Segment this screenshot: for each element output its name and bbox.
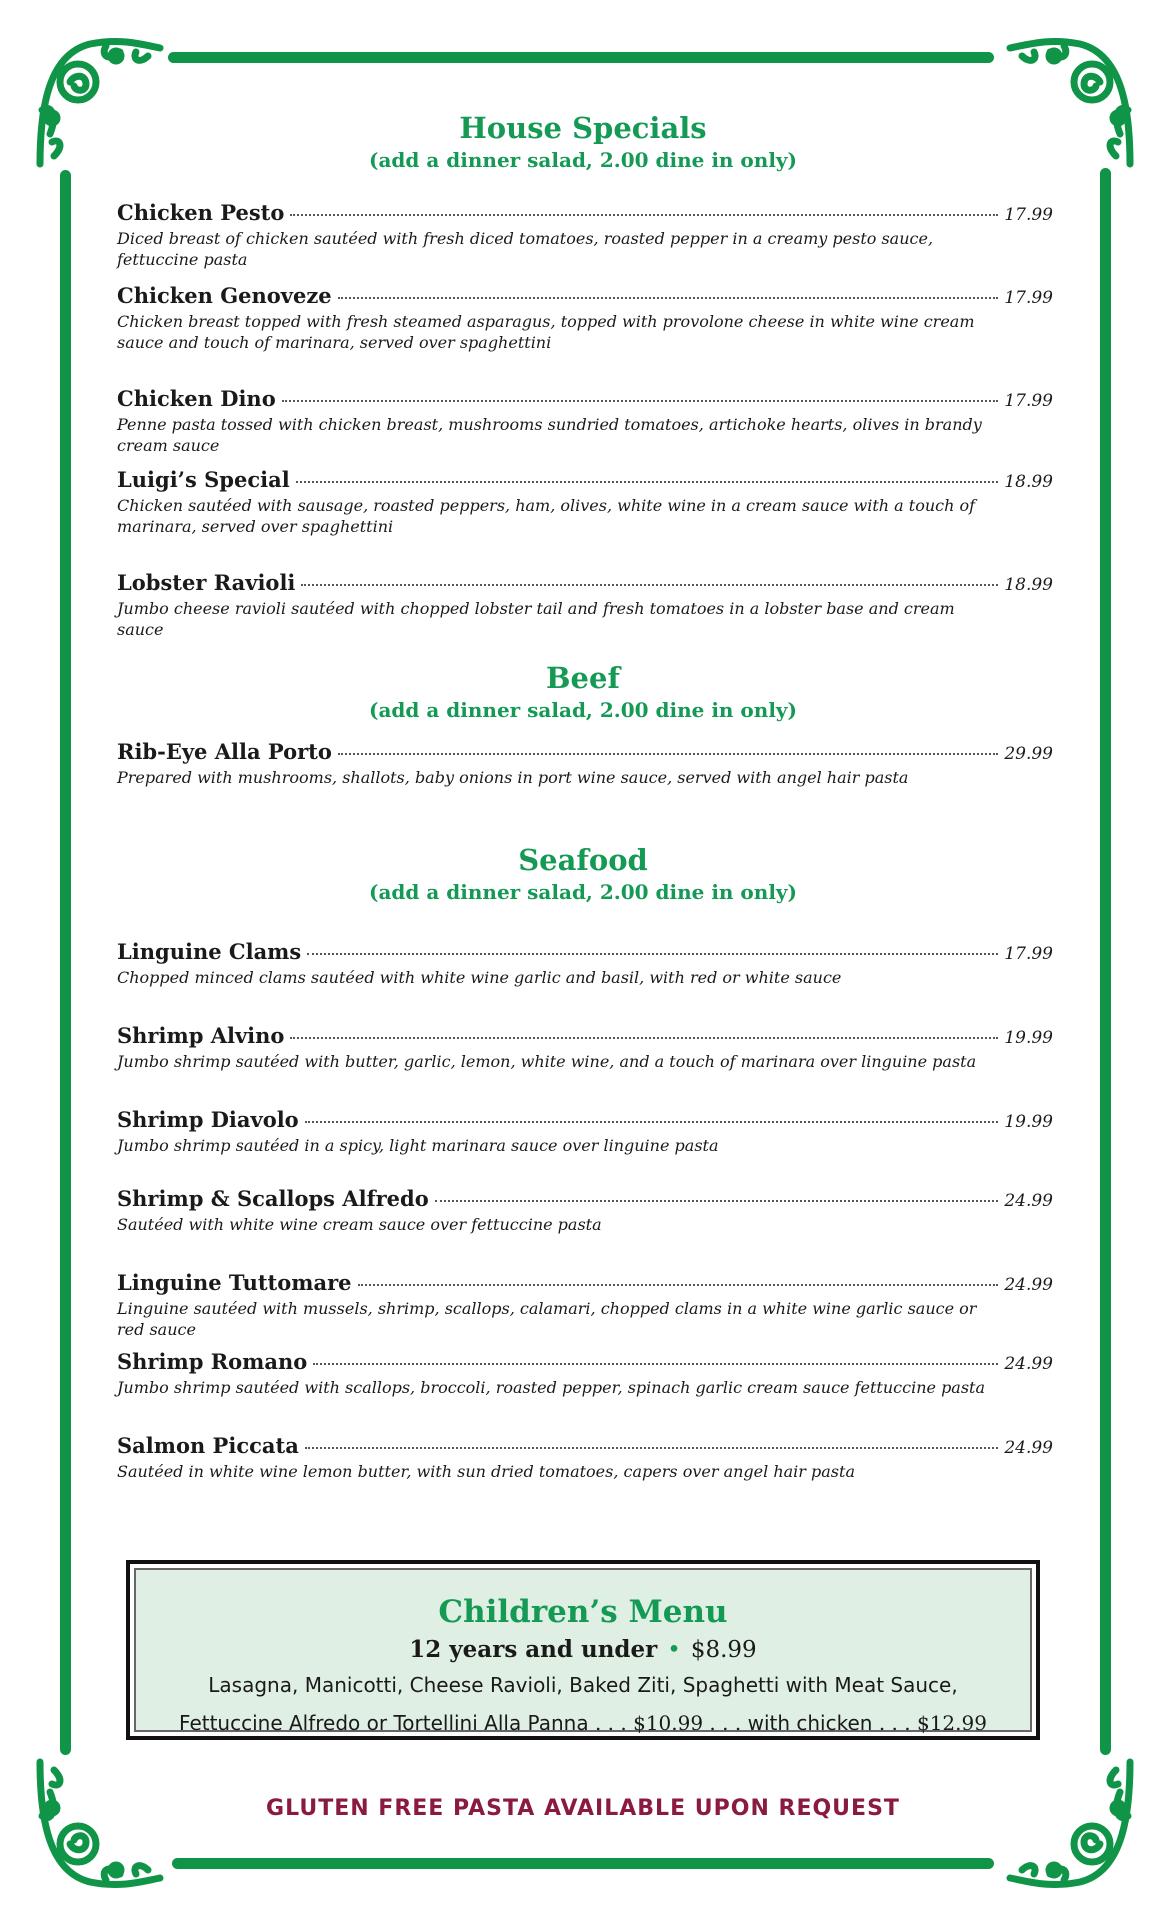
childrens-menu-line-2-text: Fettuccine Alfredo or Tortellini Alla Panna <box>179 1711 589 1735</box>
childrens-menu-line-2 <box>136 1704 1030 1742</box>
item-price: 17.99 <box>1004 205 1053 225</box>
item-name: Linguine Tuttomare <box>117 1270 352 1295</box>
item-price: 17.99 <box>1004 391 1053 411</box>
item-name: Chicken Genoveze <box>117 283 332 308</box>
dot-leader <box>296 481 999 483</box>
item-description: Chicken sautéed with sausage, roasted peppers, ham, olives, white wine in a cream sauce with a touch of marinara, served over spaghettini <box>117 496 976 536</box>
item-description: Sautéed with white wine cream sauce over fettuccine pasta <box>117 1215 602 1234</box>
gluten-free-note: GLUTEN FREE PASTA AVAILABLE UPON REQUEST <box>266 1796 900 1821</box>
childrens-menu-age-line <box>136 1634 1030 1666</box>
dot-leader <box>338 753 998 755</box>
menu-item <box>117 739 1053 788</box>
dot-leader <box>338 297 999 299</box>
item-name: Luigi’s Special <box>117 467 290 492</box>
bullet-icon: • <box>667 1637 681 1663</box>
dot-leader <box>305 1447 999 1449</box>
dot-leader <box>290 214 998 216</box>
item-description: Penne pasta tossed with chicken breast, mushrooms sundried tomatoes, artichoke hearts, olives in brandy cream sauce <box>117 415 982 455</box>
item-price: 24.99 <box>1004 1275 1053 1295</box>
section-subtitle: (add a dinner salad, 2.00 dine in only) <box>369 698 797 722</box>
section-subtitle: (add a dinner salad, 2.00 dine in only) <box>369 148 797 172</box>
item-price: 24.99 <box>1004 1438 1053 1458</box>
childrens-menu-line-1: Lasagna, Manicotti, Cheese Ravioli, Baked Ziti, Spaghetti with Meat Sauce, <box>208 1673 958 1697</box>
item-price: 18.99 <box>1004 575 1053 595</box>
frame-right-bar <box>1100 168 1111 1755</box>
frame-left-bar <box>60 170 71 1755</box>
dot-leader <box>307 953 998 955</box>
item-price: 24.99 <box>1004 1191 1053 1211</box>
dot-leader <box>282 400 999 402</box>
menu-item <box>117 200 1053 270</box>
dot-leader <box>301 584 998 586</box>
menu-item <box>117 386 1053 456</box>
item-description: Jumbo shrimp sautéed with scallops, broccoli, roasted pepper, spinach garlic cream sauce fettuccine pasta <box>117 1378 986 1397</box>
menu-item <box>117 1433 1053 1482</box>
dot-leader <box>313 1363 998 1365</box>
frame-bottom-bar <box>172 1858 994 1869</box>
item-name: Lobster Ravioli <box>117 570 296 595</box>
menu-item <box>117 1107 1053 1156</box>
childrens-menu-title: Children’s Menu <box>438 1594 728 1630</box>
item-name: Shrimp Diavolo <box>117 1107 299 1132</box>
item-price: 17.99 <box>1004 944 1053 964</box>
menu-item <box>117 1186 1053 1235</box>
item-description: Jumbo shrimp sautéed in a spicy, light marinara sauce over linguine pasta <box>117 1136 719 1155</box>
corner-ornament-icon <box>30 1752 170 1892</box>
dot-leader <box>358 1284 999 1286</box>
item-price: 19.99 <box>1004 1028 1053 1048</box>
corner-ornament-icon <box>1000 1752 1140 1892</box>
item-name: Chicken Pesto <box>117 200 285 225</box>
item-name: Chicken Dino <box>117 386 276 411</box>
menu-item <box>117 570 1053 640</box>
childrens-menu-inner <box>134 1568 1032 1735</box>
menu-item <box>117 1270 1053 1340</box>
item-description: Linguine sautéed with mussels, shrimp, scallops, calamari, chopped clams in a white wine garlic sauce or red sauce <box>117 1299 977 1339</box>
menu-item <box>117 283 1053 353</box>
item-name: Salmon Piccata <box>117 1433 299 1458</box>
menu-item <box>117 467 1053 537</box>
item-name: Linguine Clams <box>117 939 302 964</box>
item-name: Shrimp Alvino <box>117 1023 285 1048</box>
section-title: Beef <box>546 661 620 695</box>
menu-item <box>117 1349 1053 1398</box>
item-name: Shrimp & Scallops Alfredo <box>117 1186 429 1211</box>
dot-leader <box>435 1200 999 1202</box>
childrens-menu-age: 12 years and under <box>409 1636 658 1663</box>
section-title: Seafood <box>518 843 648 877</box>
section-header-house-specials <box>0 110 1166 174</box>
childrens-menu-box <box>126 1560 1040 1740</box>
childrens-menu-line-2-price: . . . $10.99 . . . <box>594 1711 742 1735</box>
item-description: Chicken breast topped with fresh steamed asparagus, topped with provolone cheese in white wine cream sauce and touch of marinara, served over spaghettini <box>117 312 975 352</box>
item-price: 24.99 <box>1004 1354 1053 1374</box>
childrens-menu-line-2-with: with chicken <box>747 1711 873 1735</box>
item-price: 18.99 <box>1004 472 1053 492</box>
dot-leader <box>290 1037 998 1039</box>
menu-item <box>117 939 1053 988</box>
item-description: Diced breast of chicken sautéed with fresh diced tomatoes, roasted pepper in a creamy pesto sauce, fettuccine pasta <box>117 229 934 269</box>
item-price: 17.99 <box>1004 288 1053 308</box>
section-subtitle: (add a dinner salad, 2.00 dine in only) <box>369 880 797 904</box>
section-header-seafood <box>0 842 1166 906</box>
item-price: 29.99 <box>1004 744 1053 764</box>
item-description: Jumbo shrimp sautéed with butter, garlic, lemon, white wine, and a touch of marinara over linguine pasta <box>117 1052 977 1071</box>
menu-item <box>117 1023 1053 1072</box>
section-header-beef <box>0 660 1166 724</box>
item-description: Sautéed in white wine lemon butter, with sun dried tomatoes, capers over angel hair pasta <box>117 1462 855 1481</box>
childrens-menu-price: $8.99 <box>690 1637 757 1663</box>
item-description: Chopped minced clams sautéed with white wine garlic and basil, with red or white sauce <box>117 968 842 987</box>
childrens-menu-line-2-price2: . . . $12.99 <box>878 1711 987 1735</box>
section-title: House Specials <box>459 111 707 145</box>
item-name: Rib-Eye Alla Porto <box>117 739 332 764</box>
item-price: 19.99 <box>1004 1112 1053 1132</box>
item-description: Prepared with mushrooms, shallots, baby onions in port wine sauce, served with angel hair pasta <box>117 768 909 787</box>
item-description: Jumbo cheese ravioli sautéed with chopped lobster tail and fresh tomatoes in a lobster base and cream sauce <box>117 599 955 639</box>
frame-top-bar <box>168 52 994 63</box>
dot-leader <box>305 1121 999 1123</box>
item-name: Shrimp Romano <box>117 1349 308 1374</box>
